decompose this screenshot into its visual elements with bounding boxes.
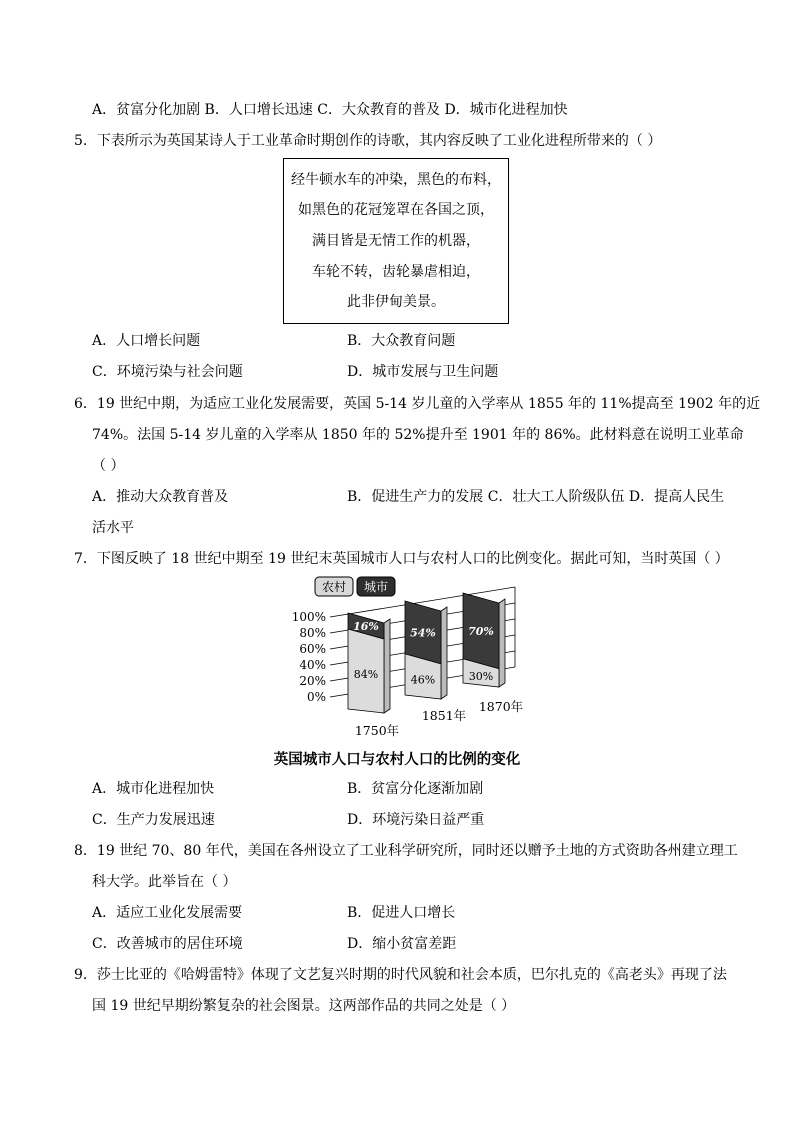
bar-urban-label: 54% [410,626,436,640]
poem-line: 车轮不转，齿轮暴虐相迫， [312,264,480,280]
poem-box [283,158,509,324]
poem-line: 如黑色的花冠笼罩在各国之顶， [298,202,494,218]
bar-urban-label: 16% [353,620,379,633]
bar-rural-label: 30% [468,669,494,683]
bars [348,593,505,713]
population-chart [0,575,794,745]
q8-option-c: C．改善城市的居住环境 [92,936,243,952]
y-axis [292,610,326,704]
q6-stem-line1: 6．19 世纪中期，为适应工业化发展需要，英国 5-14 岁儿童的入学率从 1855 年的 11%提高至 1902 年的近 [74,396,761,412]
q8-option-a: A．适应工业化发展需要 [92,905,243,921]
legend [315,577,395,596]
q9-stem-line2: 国 19 世纪早期纷繁复杂的社会图景。这两部作品的共同之处是（ ） [92,998,516,1014]
chart-title: 英国城市人口与农村人口的比例的变化 [273,752,521,768]
q8-option-b: B．促进人口增长 [347,905,456,921]
legend-rural-label: 农村 [321,580,347,594]
q4-options: A．贫富分化加剧 B．人口增长迅速 C．大众教育的普及 D．城市化进程加快 [92,102,568,118]
y-tick-label: 20% [299,674,326,688]
q8-stem-line1: 8．19 世纪 70、80 年代，美国在各州设立了工业科学研究所，同时还以赠予土地的方式资助各州建立理工 [74,843,738,859]
y-tick-label: 100% [291,610,326,624]
q7-option-a: A．城市化进程加快 [92,781,215,797]
bar-rural-label: 84% [353,668,379,681]
bar-side [499,599,505,687]
bar-urban-label: 70% [468,624,494,638]
y-tick-label: 60% [299,642,326,656]
q6-option-a: A．推动大众教育普及 [92,489,229,505]
q5-option-a: A．人口增长问题 [92,333,201,349]
q5-option-d: D．城市发展与卫生问题 [347,364,499,380]
q5-option-c: C．环境污染与社会问题 [92,364,243,380]
bar-side [441,607,447,699]
q5-option-b: B．大众教育问题 [347,333,456,349]
q8-option-d: D．缩小贫富差距 [347,936,457,952]
q6-stem-line3: （ ） [92,458,125,474]
q6-stem-line2: 74%。法国 5-14 岁儿童的入学率从 1850 年的 52%提升至 1901 年的 86%。此材料意在说明工业革命 [92,427,744,443]
poem-line: 经牛顿水车的冲染，黑色的布料， [291,172,501,188]
bar-side [384,619,390,713]
x-label-1870: 1870年 [478,699,524,714]
q7-option-c: C．生产力发展迅速 [92,812,215,828]
q6-option-d-cont: 活水平 [92,520,134,536]
x-label-1750: 1750年 [354,723,400,738]
q8-stem-line2: 科大学。此举旨在（ ） [92,874,237,890]
bar-rural-label: 46% [410,673,436,687]
poem-line: 满目皆是无情工作的机器， [312,233,480,249]
x-label-1851: 1851年 [421,708,467,723]
q7-stem: 7．下图反映了 18 世纪中期至 19 世纪末英国城市人口与农村人口的比例变化。据此可知，当时英国（ ） [74,551,729,567]
q9-stem-line1: 9．莎士比亚的《哈姆雷特》体现了文艺复兴时期的时代风貌和社会本质，巴尔扎克的《高老头》再现了法 [74,967,727,983]
q7-option-d: D．环境污染日益严重 [347,812,485,828]
y-tick-label: 80% [299,626,326,640]
y-tick-label: 0% [306,690,326,704]
q5-stem: 5．下表所示为英国某诗人于工业革命时期创作的诗歌，其内容反映了工业化进程所带来的（ ） [74,133,662,149]
y-tick-label: 40% [299,658,326,672]
poem-line: 此非伊甸美景。 [347,294,445,310]
legend-urban-label: 城市 [363,580,389,594]
q7-option-b: B．贫富分化逐渐加剧 [347,781,484,797]
q6-options-bcd: B．促进生产力的发展 C．壮大工人阶级队伍 D．提高人民生 [347,489,725,505]
